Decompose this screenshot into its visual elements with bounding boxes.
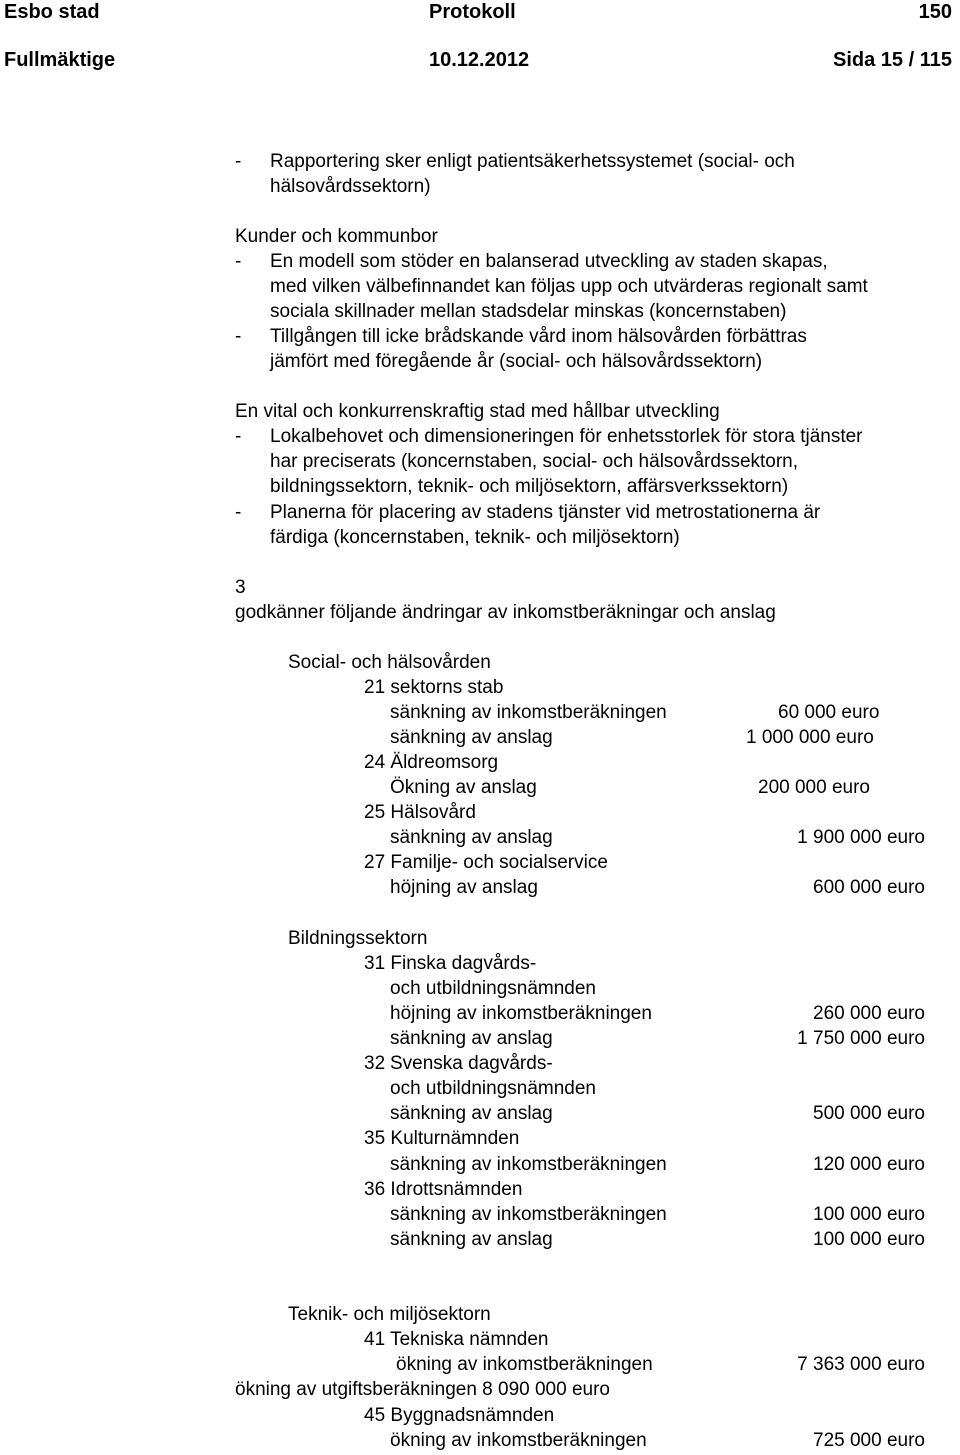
- line-item-label: sänkning av anslag: [390, 1028, 553, 1049]
- decision-text: godkänner följande ändringar av inkomstberäkningar och anslag: [235, 602, 776, 623]
- line-item-amount: 1 750 000 euro: [797, 1028, 925, 1049]
- body-name: Fullmäktige: [4, 49, 116, 71]
- line-item-amount: 1 000 000 euro: [746, 727, 874, 748]
- line-item-amount: 100 000 euro: [813, 1229, 925, 1250]
- line-item-amount: 1 900 000 euro: [797, 827, 925, 848]
- sector-heading: Social- och hälsovården: [288, 652, 491, 673]
- list-item-text: hälsovårdssektorn): [270, 176, 431, 197]
- list-item-text: Lokalbehovet och dimensioneringen för enhetsstorlek för stora tjänster: [270, 426, 863, 447]
- line-item-label: ökning av inkomstberäkningen: [390, 1430, 647, 1451]
- line-item-amount: 600 000 euro: [813, 877, 925, 898]
- line-item-label: sänkning av anslag: [390, 727, 553, 748]
- list-item-text: Rapportering sker enligt patientsäkerhetssystemet (social- och: [270, 151, 795, 172]
- line-item-amount: 100 000 euro: [813, 1204, 925, 1225]
- list-item-text: färdiga (koncernstaben, teknik- och miljösektorn): [270, 527, 680, 548]
- line-item-label: sänkning av anslag: [390, 827, 553, 848]
- line-item-label: sänkning av inkomstberäkningen: [390, 702, 667, 723]
- protocol-number: 150: [918, 1, 952, 23]
- list-dash: -: [235, 151, 242, 172]
- unit-name: och utbildningsnämnden: [390, 1078, 596, 1099]
- list-item-text: En modell som stöder en balanserad utveckling av staden skapas,: [270, 251, 828, 272]
- unit-name: 25 Hälsovård: [364, 802, 476, 823]
- list-dash: -: [235, 326, 242, 347]
- list-item-text: jämfört med föregående år (social- och hälsovårdssektorn): [270, 351, 763, 372]
- unit-number: 32: [364, 1053, 386, 1074]
- list-dash: -: [235, 502, 242, 523]
- line-item-label: sänkning av inkomstberäkningen: [390, 1204, 667, 1225]
- org-name: Esbo stad: [4, 1, 100, 23]
- unit-name: 24 Äldreomsorg: [364, 752, 499, 773]
- sector-heading: Bildningssektorn: [288, 928, 428, 949]
- line-item-label: sänkning av anslag: [390, 1103, 553, 1124]
- unit-name: 27 Familje- och socialservice: [364, 852, 608, 873]
- sector-heading: Teknik- och miljösektorn: [288, 1304, 491, 1325]
- unit-name: 41 Tekniska nämnden: [364, 1329, 549, 1350]
- line-item-label: höjning av anslag: [390, 877, 538, 898]
- unit-name: och utbildningsnämnden: [390, 978, 596, 999]
- line-item-text: ökning av utgiftsberäkningen 8 090 000 euro: [235, 1379, 610, 1400]
- decision-number: 3: [235, 577, 246, 598]
- unit-name: 35 Kulturnämnden: [364, 1128, 520, 1149]
- line-item-label: höjning av inkomstberäkningen: [390, 1003, 652, 1024]
- line-item-label: sänkning av inkomstberäkningen: [390, 1154, 667, 1175]
- unit-name: 31 Finska dagvårds-: [364, 953, 537, 974]
- line-item-amount: 7 363 000 euro: [797, 1354, 925, 1375]
- list-dash: -: [235, 251, 242, 272]
- list-item-text: Tillgången till icke brådskande vård inom hälsovården förbättras: [270, 326, 807, 347]
- section-heading: En vital och konkurrenskraftig stad med hållbar utveckling: [235, 401, 720, 422]
- line-item-amount: 120 000 euro: [813, 1154, 925, 1175]
- unit-name: 21 sektorns stab: [364, 677, 504, 698]
- line-item-amount: 200 000 euro: [758, 777, 870, 798]
- line-item-label: Ökning av anslag: [390, 777, 537, 798]
- line-item-amount: 60 000 euro: [778, 702, 880, 723]
- line-item-amount: 500 000 euro: [813, 1103, 925, 1124]
- list-item-text: Planerna för placering av stadens tjänster vid metrostationerna är: [270, 502, 821, 523]
- unit-name: 36 Idrottsnämnden: [364, 1179, 523, 1200]
- list-item-text: med vilken välbefinnandet kan följas upp och utvärderas regionalt samt: [270, 276, 868, 297]
- line-item-label: ökning av inkomstberäkningen: [396, 1354, 653, 1375]
- meeting-date: 10.12.2012: [429, 49, 530, 71]
- line-item-amount: 725 000 euro: [813, 1430, 925, 1451]
- line-item-label: sänkning av anslag: [390, 1229, 553, 1250]
- list-item-text: bildningssektorn, teknik- och miljösektorn, affärsverkssektorn): [270, 476, 789, 497]
- list-item-text: har preciserats (koncernstaben, social- och hälsovårdssektorn,: [270, 451, 799, 472]
- page-number: Sida 15 / 115: [833, 49, 952, 71]
- unit-name: 45 Byggnadsnämnden: [364, 1405, 555, 1426]
- unit-name: Svenska dagvårds-: [390, 1053, 553, 1074]
- document-type: Protokoll: [429, 1, 516, 23]
- list-item-text: sociala skillnader mellan stadsdelar minskas (koncernstaben): [270, 301, 787, 322]
- line-item-amount: 260 000 euro: [813, 1003, 925, 1024]
- section-heading: Kunder och kommunbor: [235, 226, 438, 247]
- list-dash: -: [235, 426, 242, 447]
